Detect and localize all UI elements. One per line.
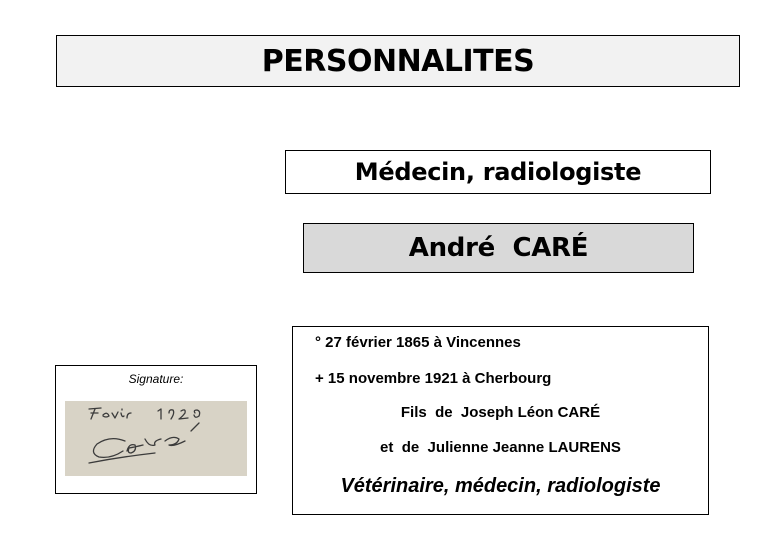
birth-line: ° 27 février 1865 à Vincennes — [315, 334, 521, 351]
mother-line: et de Julienne Jeanne LAURENS — [380, 439, 621, 456]
signature-label: Signature: — [128, 372, 184, 386]
death-line: + 15 novembre 1921 à Cherbourg — [315, 370, 552, 387]
biography-box — [292, 326, 709, 515]
signature-image — [65, 401, 247, 476]
name-box — [303, 223, 694, 273]
role-title: Médecin, radiologiste — [354, 158, 642, 186]
title-box — [56, 35, 740, 87]
role-box — [285, 150, 711, 194]
father-line: Fils de Joseph Léon CARÉ — [400, 404, 601, 421]
signature-box — [55, 365, 257, 494]
profession-line: Vétérinaire, médecin, radiologiste — [340, 475, 661, 497]
handwritten-signature — [65, 401, 247, 476]
page-title: PERSONNALITES — [261, 43, 535, 79]
person-name: André CARÉ — [408, 233, 589, 263]
